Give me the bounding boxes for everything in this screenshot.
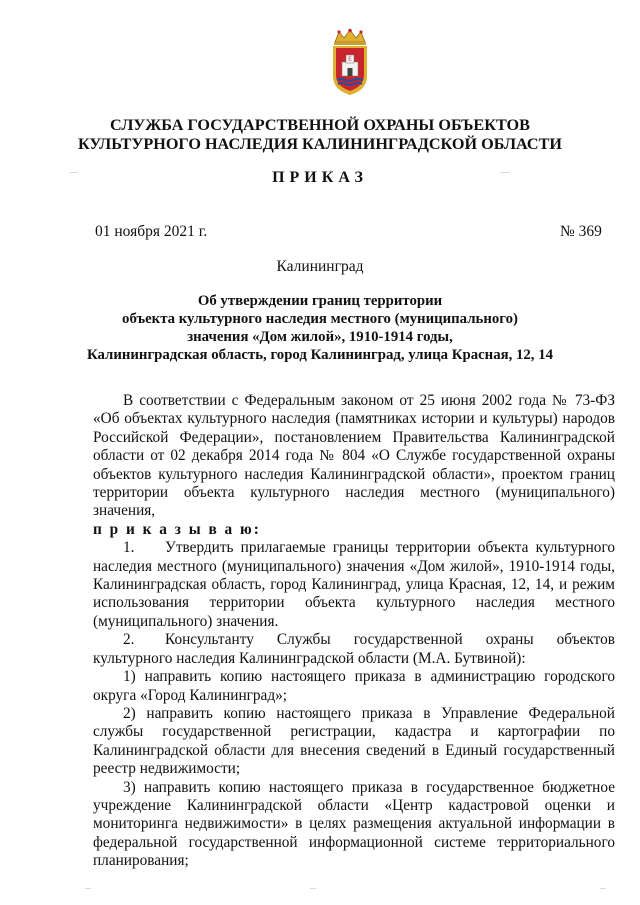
scan-artifact-line [310, 888, 316, 889]
organization-name-line-1: СЛУЖБА ГОСУДАРСТВЕННОЙ ОХРАНЫ ОБЪЕКТОВ [110, 116, 530, 134]
preamble-text: В соответствии с Федеральным законом от 25 июня 2002 года № 73-ФЗ «Об объектах культурного наследия (памятниках истории и культуры) народов Российской Федерации», постановлением Правительства Калининградской области от 02 декабря 2014 года № 804 «О Службе государственной охраны объектов культурного наследия Калининградской области», проектом границ территории объекта культурного наследия местного (муниципального) значения, [93, 392, 615, 520]
document-title-line-3: значения «Дом жилой», 1910-1914 годы, [187, 329, 453, 345]
scan-artifact-line [70, 172, 78, 173]
sub-item-3: 3) направить копию настоящего приказа в государственное бюджетное учреждение Калининградской области «Центр кадастровой оценки и мониторинга недвижимости» в целях размещения актуальной информации в федеральной государственной информационной системе территориального планирования; [93, 778, 615, 870]
sub-item-1: 1) направить копию настоящего приказа в администрацию городского округа «Город Калининград»; [93, 668, 615, 704]
order-item-2 [93, 631, 615, 668]
order-item-1-text: Утвердить прилагаемые границы территории объекта культурного наследия местного (муниципального) значения «Дом жилой», 1910-1914 годы, Калининградская область, город Калининград, улица Красная, 12, 14, и режим использования территории объекта культурного наследия местного (муниципального) значения. [93, 539, 615, 630]
order-item-2-text: Консультанту Службы государственной охраны объектов культурного наследия Калининградской области (М.А. Бутвиной): [93, 631, 615, 667]
scan-artifact-line [600, 888, 606, 889]
order-word-paragraph [93, 521, 615, 539]
order-word: п р и к а з ы в а ю: [93, 520, 261, 538]
organization-name-line-2: КУЛЬТУРНОГО НАСЛЕДИЯ КАЛИНИНГРАДСКОЙ ОБЛАСТИ [77, 135, 563, 153]
order-item-2-number: 2. [123, 631, 135, 649]
document-title-line-2: объекта культурного наследия местного (муниципального) [122, 311, 518, 327]
preamble-paragraph [93, 392, 615, 521]
scan-artifact-line [500, 172, 510, 173]
kaliningrad-coat-of-arms-icon [325, 28, 375, 96]
document-city: Калининград [276, 258, 364, 275]
document-title [0, 292, 640, 364]
document-date: 01 ноября 2021 г. [95, 223, 208, 240]
order-item-1-number: 1. [123, 539, 135, 557]
document-title-line-4: Калининградская область, город Калининград, улица Красная, 12, 14 [86, 347, 553, 363]
document-type-heading: ПРИКАЗ [272, 169, 368, 186]
svg-text:E: E [348, 56, 352, 63]
scan-artifact-line [85, 888, 91, 889]
document-body [93, 392, 615, 871]
document-number: № 369 [560, 223, 602, 240]
organization-name [0, 116, 640, 154]
sub-item-2: 2) направить копию настоящего приказа в Управление Федеральной службы государственной регистрации, кадастра и картографии по Калининградской области для внесения сведений в Единый государственный реестр недвижимости; [93, 704, 615, 778]
order-item-1 [93, 539, 615, 631]
document-title-line-1: Об утверждении границ территории [197, 293, 443, 309]
